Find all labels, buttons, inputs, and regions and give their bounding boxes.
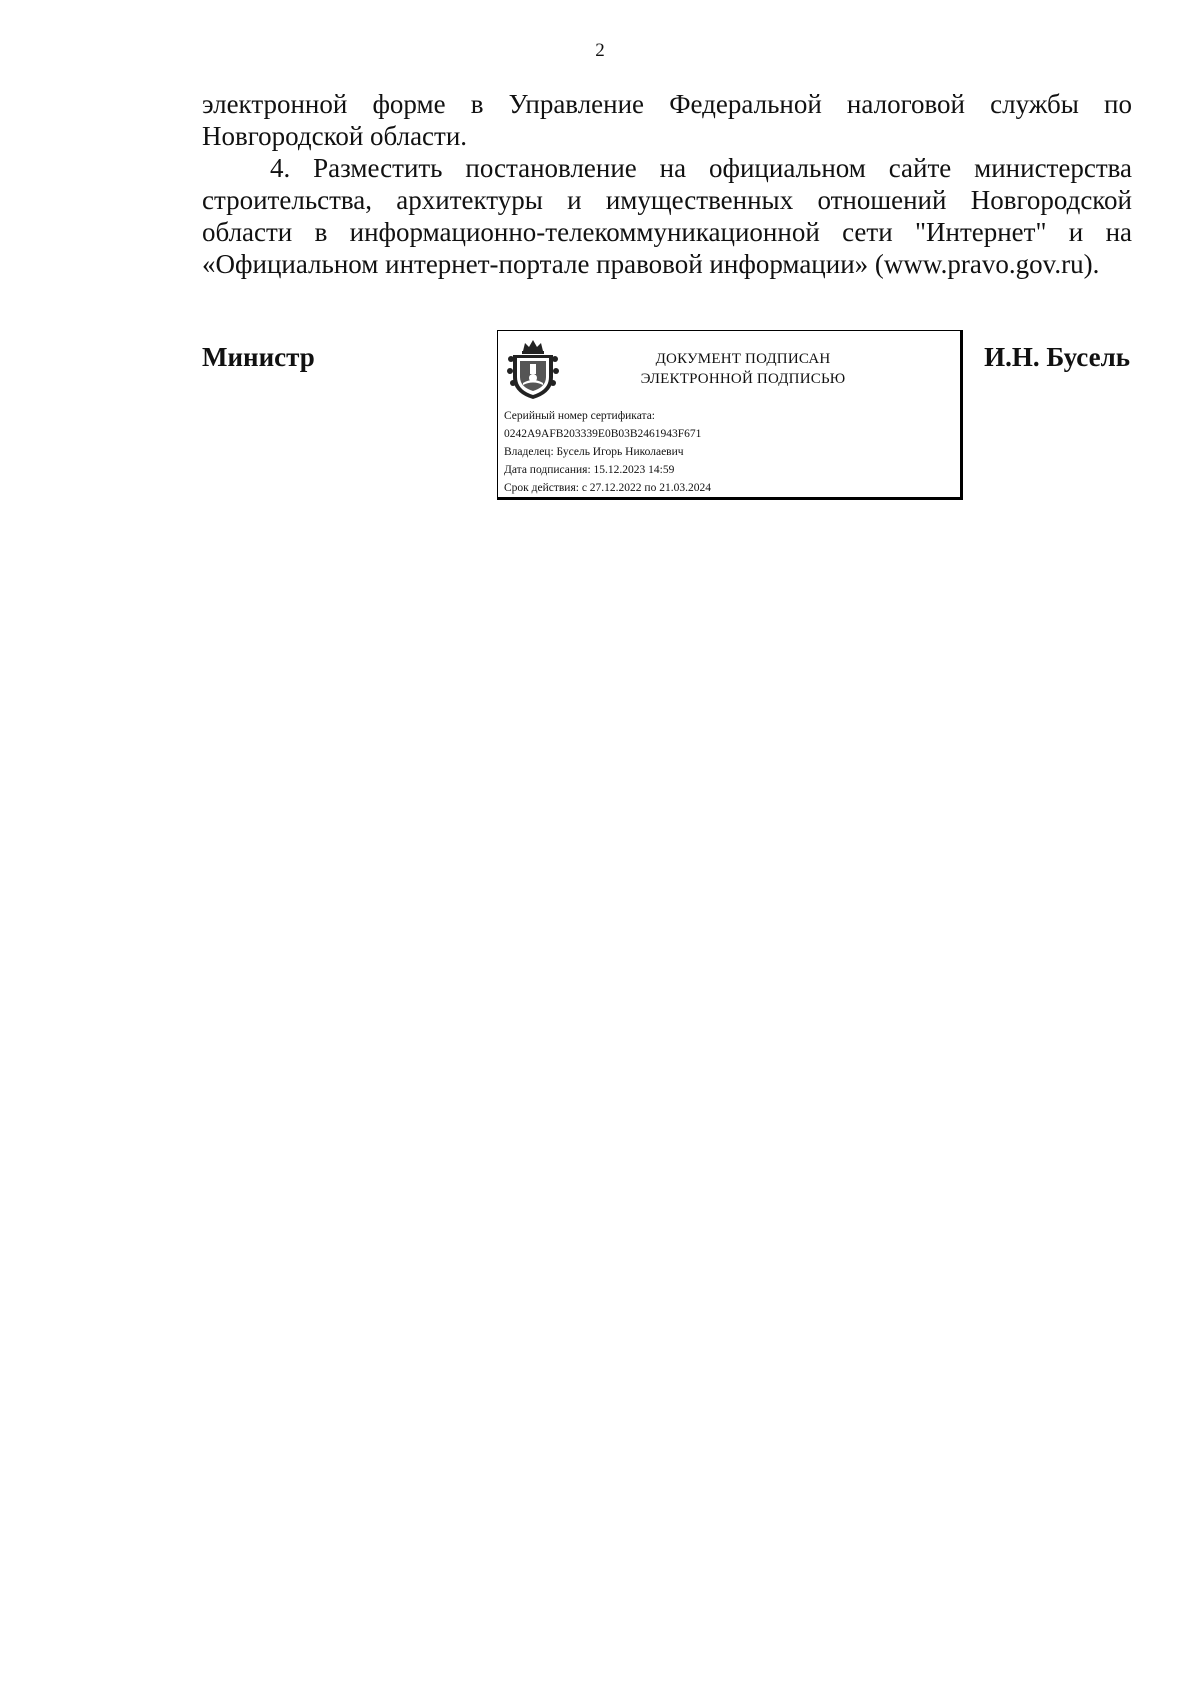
document-body [202, 88, 1132, 280]
stamp-heading-line1: ДОКУМЕНТ ПОДПИСАН [655, 351, 831, 367]
certificate-validity: Срок действия: с 27.12.2022 по 21.03.2024 [504, 482, 711, 494]
stamp-heading [578, 349, 908, 389]
coat-of-arms-icon [507, 337, 559, 401]
page-number: 2 [595, 40, 605, 61]
stamp-heading-line2: ЭЛЕКТРОННОЙ ПОДПИСЬЮ [640, 371, 846, 387]
stamp-details [504, 407, 711, 497]
signatory-name: И.Н. Бусель [984, 342, 1130, 372]
signatory-position: Министр [202, 342, 315, 372]
certificate-number: 0242A9AFB203339E0B03B2461943F671 [504, 428, 702, 440]
signing-date: Дата подписания: 15.12.2023 14:59 [504, 464, 675, 476]
electronic-signature-stamp [497, 330, 963, 500]
paragraph-item-4: 4. Разместить постановление на официальном сайте министерства строительства, архитектуры и имущественных отношений Новгородской области в информационно-телекоммуникационной сети "Интернет" и на «Официальном интернет-портале правовой информации» (www.pravo.gov.ru). [202, 153, 1132, 279]
certificate-label: Серийный номер сертификата: [504, 410, 655, 422]
paragraph-continuation: электронной форме в Управление Федеральной налоговой службы по Новгородской области. [202, 89, 1132, 151]
certificate-owner: Владелец: Бусель Игорь Николаевич [504, 446, 684, 458]
